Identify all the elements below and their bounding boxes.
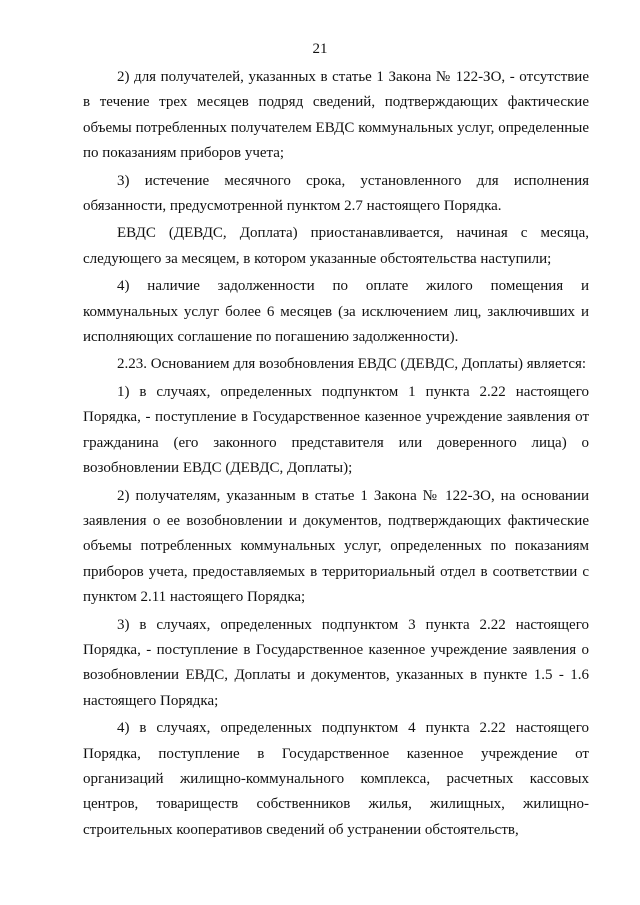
page-number: 21 — [312, 41, 328, 57]
paragraph-2-no-metering-data: 2) для получателей, указанных в статье 1 Закона № 122-ЗО, - отсутствие в течение трех месяцев подряд сведений, подтверждающих фактические объемы потребленных получателем ЕВДС коммунальных услуг, определенные по показаниям приборов учета; — [83, 69, 589, 162]
paragraph-resume-2: 2) получателям, указанным в статье 1 Закона № 122-ЗО, на основании заявления о ее возобновлении и документов, подтверждающих фактические объемы потребленных коммунальных услуг, определенных по показаниям приборов учета, предоставляемых в территориальный отдел в соответствии с пунктом 2.11 настоящего Порядка; — [83, 487, 589, 606]
paragraph-resume-3: 3) в случаях, определенных подпунктом 3 пункта 2.22 настоящего Порядка, - поступление в Государственное казенное учреждение заявления о возобновлении ЕВДС, Доплаты и документов, указанных в пункте 1.5 - 1.6 настоящего Порядка; — [83, 616, 589, 709]
paragraph-suspension-start: ЕВДС (ДЕВДС, Доплата) приостанавливается, начиная с месяца, следующего за месяцем, в котором указанные обстоятельства наступили; — [83, 225, 589, 267]
section-2-23-heading: 2.23. Основанием для возобновления ЕВДС (ДЕВДС, Доплаты) является: — [117, 356, 587, 373]
paragraph-3-deadline-expiry: 3) истечение месячного срока, установленного для исполнения обязанности, предусмотренной пунктом 2.7 настоящего Порядка. — [83, 172, 589, 215]
paragraph-resume-4: 4) в случаях, определенных подпунктом 4 пункта 2.22 настоящего Порядка, поступление в Государственное казенное учреждение от организаций жилищно-коммунального комплекса, расчетных кассовых центров, товариществ собственников жилья, жилищных, жилищно-строительных кооперативов сведений об устранении обстоятельств, — [83, 720, 589, 838]
paragraph-resume-1: 1) в случаях, определенных подпунктом 1 пункта 2.22 настоящего Порядка, - поступление в Государственное казенное учреждение заявления от гражданина (его законного представителя или доверенного лица) о возобновлении ЕВДС (ДЕВДС, Доплаты); — [83, 383, 589, 477]
paragraph-4-debt: 4) наличие задолженности по оплате жилого помещения и коммунальных услуг более 6 месяцев (за исключением лиц, заключивших и исполняющих соглашение по погашению задолженности). — [83, 278, 589, 346]
document-body — [83, 65, 589, 845]
